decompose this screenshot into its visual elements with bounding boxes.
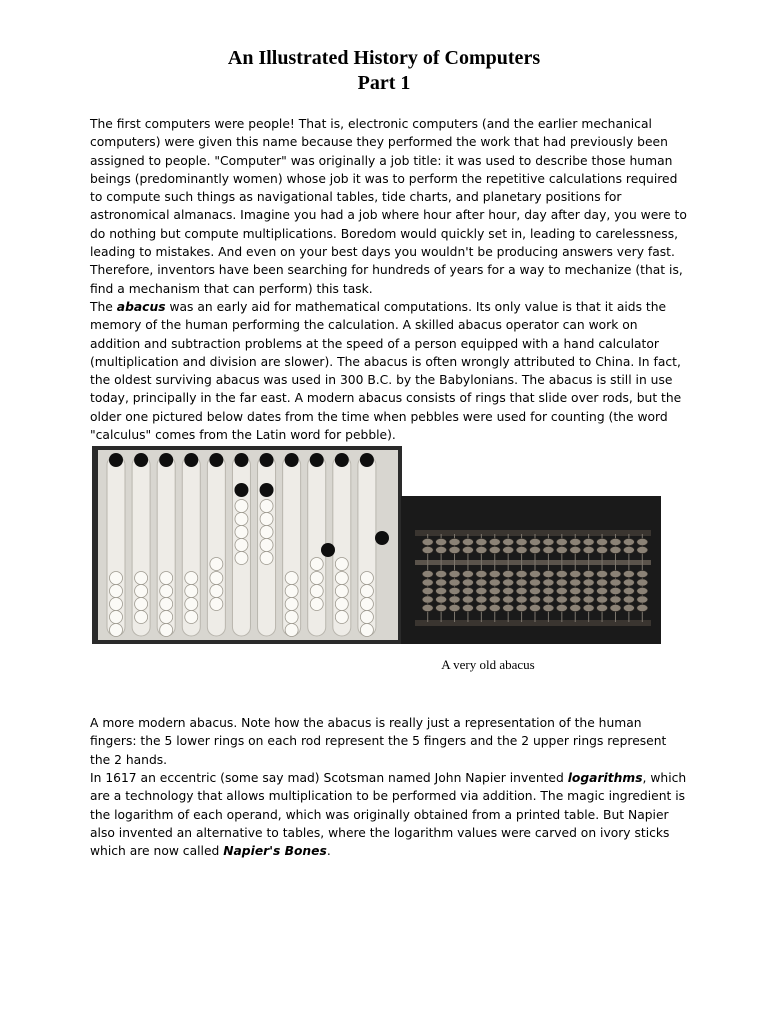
term-logarithms: logarithms bbox=[567, 771, 643, 785]
lower-bead bbox=[489, 579, 500, 586]
lower-bead bbox=[449, 570, 460, 577]
lower-bead bbox=[543, 604, 554, 611]
upper-bead bbox=[637, 538, 648, 545]
lower-bead bbox=[476, 604, 487, 611]
lower-bead bbox=[436, 587, 447, 594]
white-pebble bbox=[360, 624, 373, 637]
lower-bead bbox=[597, 596, 608, 603]
lower-bead bbox=[449, 604, 460, 611]
lower-bead bbox=[623, 570, 634, 577]
lower-bead bbox=[516, 596, 527, 603]
white-pebble bbox=[110, 611, 123, 624]
lower-bead bbox=[530, 570, 541, 577]
lower-bead bbox=[623, 604, 634, 611]
paragraph-napier-text bbox=[90, 769, 690, 860]
white-pebble bbox=[210, 585, 223, 598]
paragraph-abacus-text bbox=[90, 298, 690, 444]
paragraph-napier-pre: In 1617 an eccentric (some say mad) Scotsman named John Napier invented bbox=[90, 771, 568, 785]
white-pebble bbox=[160, 585, 173, 598]
lower-bead bbox=[597, 587, 608, 594]
black-pebble bbox=[134, 453, 148, 467]
white-pebble bbox=[135, 611, 148, 624]
modern-abacus-photo bbox=[401, 496, 661, 644]
lower-bead bbox=[489, 604, 500, 611]
white-pebble bbox=[260, 552, 273, 565]
lower-bead bbox=[610, 587, 621, 594]
lower-bead bbox=[489, 587, 500, 594]
upper-bead bbox=[503, 546, 514, 553]
white-pebble bbox=[210, 558, 223, 571]
white-pebble bbox=[285, 624, 298, 637]
lower-bead bbox=[610, 604, 621, 611]
lower-bead bbox=[623, 587, 634, 594]
lower-bead bbox=[610, 596, 621, 603]
lower-bead bbox=[583, 579, 594, 586]
lower-bead bbox=[516, 579, 527, 586]
white-pebble bbox=[310, 572, 323, 585]
white-pebble bbox=[160, 572, 173, 585]
black-pebble bbox=[285, 453, 299, 467]
white-pebble bbox=[185, 611, 198, 624]
paragraph-abacus-post: was an early aid for mathematical computations. Its only value is that it aids the memory of the human performing the calculation. A skilled abacus operator can work on addition and subtraction problems at the speed of a person equipped with a hand calculator (multiplication and division are slower). The abacus is often wrongly attributed to China. In fact, the oldest surviving abacus was used in 300 B.C. by the Babylonians. The abacus is still in use today, principally in the far east. A modern abacus consists of rings that slide over rods, but the older one pictured below dates from the time when pebbles were used for counting (the word "calculus" comes from the Latin word for pebble). bbox=[90, 300, 682, 443]
lower-bead bbox=[530, 596, 541, 603]
lower-bead bbox=[422, 596, 433, 603]
white-pebble bbox=[260, 500, 273, 513]
lower-bead bbox=[637, 604, 648, 611]
lower-bead bbox=[516, 587, 527, 594]
upper-bead bbox=[422, 546, 433, 553]
lower-bead bbox=[462, 579, 473, 586]
white-pebble bbox=[210, 572, 223, 585]
white-pebble bbox=[360, 611, 373, 624]
lower-bead bbox=[597, 570, 608, 577]
lower-bead bbox=[597, 579, 608, 586]
lower-bead bbox=[583, 604, 594, 611]
lower-bead bbox=[570, 587, 581, 594]
upper-bead bbox=[449, 546, 460, 553]
white-pebble bbox=[110, 585, 123, 598]
lower-bead bbox=[570, 570, 581, 577]
white-pebble bbox=[135, 572, 148, 585]
lower-bead bbox=[637, 579, 648, 586]
term-napiers-bones: Napier's Bones bbox=[223, 844, 327, 859]
upper-bead bbox=[530, 546, 541, 553]
lower-bead bbox=[462, 587, 473, 594]
paragraph-napier-mid: , which are a technology that allows multiplication to be performed via addition. The magic ingredient is the logarithm of each operand, which was originally obtained from a printed table. But Napier also invented an alternative to tables, where the logarithm values were carved on ivory sticks which are now called bbox=[90, 771, 687, 859]
black-pebble bbox=[234, 483, 248, 497]
upper-bead bbox=[503, 538, 514, 545]
white-pebble bbox=[285, 585, 298, 598]
white-pebble bbox=[210, 598, 223, 611]
upper-bead bbox=[623, 538, 634, 545]
black-pebble bbox=[335, 453, 349, 467]
white-pebble bbox=[235, 513, 248, 526]
upper-bead bbox=[436, 546, 447, 553]
lower-bead bbox=[422, 587, 433, 594]
lower-bead bbox=[530, 587, 541, 594]
lower-bead bbox=[422, 604, 433, 611]
lower-bead bbox=[530, 579, 541, 586]
upper-bead bbox=[583, 546, 594, 553]
white-pebble bbox=[260, 526, 273, 539]
white-pebble bbox=[260, 513, 273, 526]
paragraph-abacus bbox=[90, 298, 690, 444]
white-pebble bbox=[360, 598, 373, 611]
lower-bead bbox=[422, 570, 433, 577]
lower-bead bbox=[516, 570, 527, 577]
white-pebble bbox=[310, 585, 323, 598]
white-pebble bbox=[310, 558, 323, 571]
title-line-1: An Illustrated History of Computers bbox=[227, 47, 541, 69]
upper-bead bbox=[610, 546, 621, 553]
upper-bead bbox=[556, 546, 567, 553]
old-abacus-photo bbox=[92, 446, 402, 644]
upper-bead bbox=[610, 538, 621, 545]
lower-bead bbox=[530, 604, 541, 611]
lower-bead bbox=[489, 570, 500, 577]
lower-bead bbox=[462, 596, 473, 603]
lower-bead bbox=[436, 604, 447, 611]
upper-bead bbox=[476, 538, 487, 545]
white-pebble bbox=[335, 611, 348, 624]
white-pebble bbox=[185, 585, 198, 598]
upper-bead bbox=[530, 538, 541, 545]
lower-bead bbox=[436, 570, 447, 577]
black-pebble bbox=[260, 453, 274, 467]
white-pebble bbox=[110, 624, 123, 637]
lower-bead bbox=[476, 570, 487, 577]
white-pebble bbox=[160, 611, 173, 624]
white-pebble bbox=[185, 598, 198, 611]
lower-bead bbox=[637, 587, 648, 594]
upper-bead bbox=[556, 538, 567, 545]
white-pebble bbox=[110, 598, 123, 611]
lower-bead bbox=[462, 570, 473, 577]
black-pebble bbox=[234, 453, 248, 467]
lower-bead bbox=[503, 570, 514, 577]
paragraph-modern-abacus bbox=[90, 714, 690, 769]
upper-bead bbox=[516, 538, 527, 545]
black-pebble bbox=[260, 483, 274, 497]
lower-bead bbox=[637, 570, 648, 577]
white-pebble bbox=[285, 572, 298, 585]
lower-bead bbox=[436, 596, 447, 603]
white-pebble bbox=[235, 552, 248, 565]
black-pebble bbox=[375, 531, 389, 545]
lower-bead bbox=[623, 596, 634, 603]
lower-bead bbox=[436, 579, 447, 586]
lower-bead bbox=[570, 579, 581, 586]
black-pebble bbox=[184, 453, 198, 467]
lower-bead bbox=[570, 596, 581, 603]
title-line-2: Part 1 bbox=[357, 72, 411, 94]
paragraph-napier bbox=[90, 769, 690, 860]
upper-bead bbox=[462, 546, 473, 553]
lower-bead bbox=[543, 570, 554, 577]
black-pebble bbox=[159, 453, 173, 467]
black-pebble bbox=[209, 453, 223, 467]
lower-bead bbox=[623, 579, 634, 586]
black-pebble bbox=[109, 453, 123, 467]
figure-caption: A very old abacus bbox=[441, 657, 535, 672]
lower-bead bbox=[543, 579, 554, 586]
lower-bead bbox=[476, 596, 487, 603]
paragraph-abacus-pre: The bbox=[90, 300, 117, 314]
upper-bead bbox=[583, 538, 594, 545]
white-pebble bbox=[360, 572, 373, 585]
white-pebble bbox=[110, 572, 123, 585]
lower-bead bbox=[422, 579, 433, 586]
upper-bead bbox=[597, 538, 608, 545]
lower-bead bbox=[637, 596, 648, 603]
lower-bead bbox=[583, 587, 594, 594]
upper-bead bbox=[543, 546, 554, 553]
upper-bead bbox=[476, 546, 487, 553]
upper-bead bbox=[422, 538, 433, 545]
lower-bead bbox=[503, 596, 514, 603]
white-pebble bbox=[285, 598, 298, 611]
paragraph-napier-post: . bbox=[326, 844, 331, 859]
lower-bead bbox=[543, 596, 554, 603]
lower-bead bbox=[583, 596, 594, 603]
lower-bead bbox=[610, 579, 621, 586]
white-pebble bbox=[335, 598, 348, 611]
upper-bead bbox=[436, 538, 447, 545]
white-pebble bbox=[335, 585, 348, 598]
lower-bead bbox=[543, 587, 554, 594]
upper-bead bbox=[449, 538, 460, 545]
lower-bead bbox=[503, 604, 514, 611]
lower-bead bbox=[476, 587, 487, 594]
black-pebble bbox=[310, 453, 324, 467]
upper-bead bbox=[516, 546, 527, 553]
lower-bead bbox=[462, 604, 473, 611]
upper-bead bbox=[570, 538, 581, 545]
lower-bead bbox=[583, 570, 594, 577]
white-pebble bbox=[260, 539, 273, 552]
lower-bead bbox=[556, 587, 567, 594]
white-pebble bbox=[310, 598, 323, 611]
white-pebble bbox=[360, 585, 373, 598]
white-pebble bbox=[335, 572, 348, 585]
upper-bead bbox=[623, 546, 634, 553]
upper-bead bbox=[597, 546, 608, 553]
paragraph-intro bbox=[90, 115, 690, 298]
lower-bead bbox=[556, 570, 567, 577]
lower-bead bbox=[503, 587, 514, 594]
upper-bead bbox=[543, 538, 554, 545]
lower-bead bbox=[556, 604, 567, 611]
lower-bead bbox=[449, 596, 460, 603]
paragraph-modern-abacus-text: A more modern abacus. Note how the abacus is really just a representation of the human fingers: the 5 lower rings on each rod represent the 5 fingers and the 2 upper rings represent the 2 hands. bbox=[90, 716, 667, 767]
lower-bead bbox=[449, 587, 460, 594]
upper-bead bbox=[489, 546, 500, 553]
black-pebble bbox=[360, 453, 374, 467]
lower-bead bbox=[556, 596, 567, 603]
lower-bead bbox=[610, 570, 621, 577]
white-pebble bbox=[160, 624, 173, 637]
white-pebble bbox=[160, 598, 173, 611]
white-pebble bbox=[135, 598, 148, 611]
upper-bead bbox=[570, 546, 581, 553]
term-abacus: abacus bbox=[116, 300, 166, 314]
paragraph-intro-text: The first computers were people! That is, electronic computers (and the earlier mechanical computers) were given this name because they performed the work that had previously been assigned to people. "Computer" was originally a job title: it was used to describe those human beings (predominantly women) whose job it was to perform the repetitive calculations required to compute such things as navigational tables, tide charts, and planetary positions for astronomical almanacs. Imagine you had a job where hour after hour, day after day, you were to do nothing but compute multiplications. Boredom would quickly set in, leading to carelessness, leading to mistakes. And even on your best days you wouldn't be producing answers very fast. Therefore, inventors have been searching for hundreds of years for a way to mechanize (that is, find a mechanism that can perform) this task. bbox=[90, 117, 687, 296]
upper-bead bbox=[637, 546, 648, 553]
lower-bead bbox=[597, 604, 608, 611]
lower-bead bbox=[556, 579, 567, 586]
white-pebble bbox=[335, 558, 348, 571]
lower-bead bbox=[476, 579, 487, 586]
upper-bead bbox=[462, 538, 473, 545]
white-pebble bbox=[235, 539, 248, 552]
lower-bead bbox=[503, 579, 514, 586]
white-pebble bbox=[235, 500, 248, 513]
document-title bbox=[0, 46, 768, 96]
lower-bead bbox=[489, 596, 500, 603]
white-pebble bbox=[235, 526, 248, 539]
lower-bead bbox=[449, 579, 460, 586]
lower-bead bbox=[516, 604, 527, 611]
white-pebble bbox=[135, 585, 148, 598]
white-pebble bbox=[285, 611, 298, 624]
white-pebble bbox=[185, 572, 198, 585]
upper-bead bbox=[489, 538, 500, 545]
lower-bead bbox=[570, 604, 581, 611]
black-pebble bbox=[321, 543, 335, 557]
